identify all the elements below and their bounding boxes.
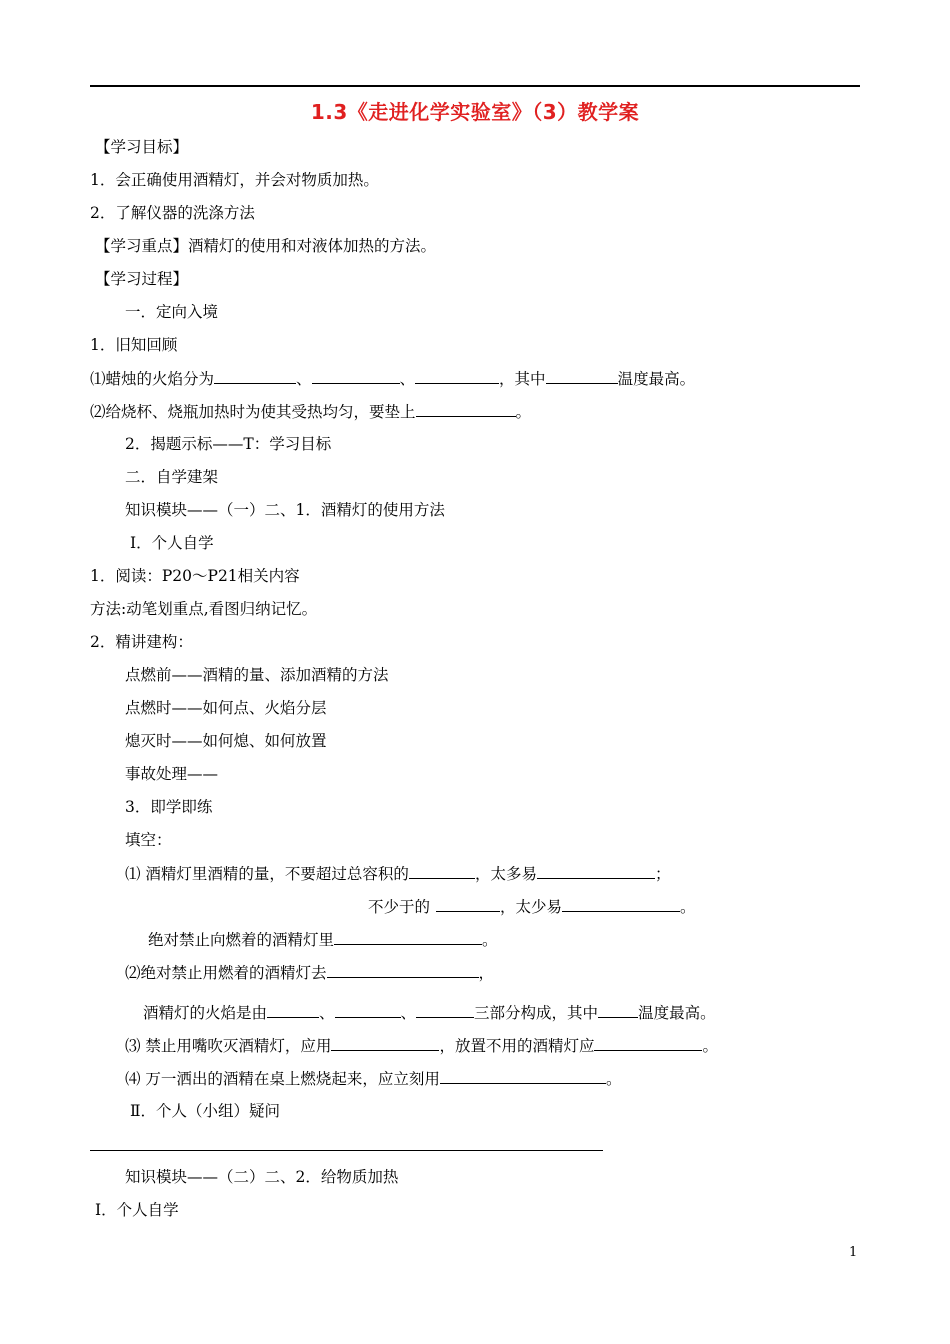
fill-1a: [125, 863, 670, 884]
module-2-heading: 知识模块——（二）二、2．给物质加热: [125, 1168, 399, 1186]
accident-handling: 事故处理——: [125, 765, 219, 783]
self-study-heading-2: Ⅰ．个人自学: [95, 1201, 179, 1219]
focus-heading: 【学习重点】: [95, 237, 189, 255]
fill-1a-text: ⑴ 酒精灯里酒精的量，不要超过总容积的: [125, 865, 409, 883]
blank[interactable]: [415, 368, 499, 384]
reading-line: 1．阅读：P20～P21相关内容: [90, 567, 300, 585]
question-1: [90, 368, 695, 389]
separator: 、: [400, 1004, 417, 1022]
blank[interactable]: [335, 1002, 401, 1018]
question-1-end: 温度最高。: [617, 370, 696, 388]
step-objectives: 2．揭题示标——T：学习目标: [125, 435, 332, 453]
blank[interactable]: [546, 368, 618, 384]
objective-1: 1．会正确使用酒精灯，并会对物质加热。: [90, 171, 379, 189]
blank[interactable]: [331, 1035, 439, 1051]
blank[interactable]: [267, 1002, 319, 1018]
blank[interactable]: [562, 896, 680, 912]
question-heading: Ⅱ．个人（小组）疑问: [130, 1102, 281, 1120]
during-lighting: 点燃时——如何点、火焰分层: [125, 699, 327, 717]
fill-1b: [368, 896, 696, 917]
fill-3: [125, 1035, 718, 1056]
fill-2b: [143, 1002, 716, 1023]
fill-2b-text: 酒精灯的火焰是由: [143, 1004, 268, 1022]
fill-2a-text: ⑵绝对禁止用燃着的酒精灯去: [125, 964, 327, 982]
focus-text: 酒精灯的使用和对液体加热的方法。: [188, 237, 437, 255]
question-1-text: ⑴蜡烛的火焰分为: [90, 370, 215, 388]
fill-heading: 填空：: [125, 831, 172, 849]
fill-4-text: ⑷ 万一洒出的酒精在桌上燃烧起来，应立刻用: [125, 1070, 440, 1088]
fill-1a-end: ；: [654, 865, 671, 883]
blank[interactable]: [436, 896, 500, 912]
fill-1b-text: 不少于的: [368, 898, 431, 916]
blank[interactable]: [537, 863, 655, 879]
after-lighting: 熄灭时——如何熄、如何放置: [125, 732, 327, 750]
fill-4: [125, 1068, 621, 1089]
fill-2b-end: 温度最高。: [638, 1004, 716, 1022]
question-2: [90, 401, 531, 422]
fill-1c-end: 。: [482, 931, 498, 949]
fill-3-end: 。: [702, 1037, 718, 1055]
objectives-heading: 【学习目标】: [95, 138, 189, 156]
practice-heading: 3．即学即练: [125, 798, 213, 816]
document-title: 1.3《走进化学实验室》（3）教学案: [310, 100, 640, 124]
lecture-heading: 2．精讲建构：: [90, 633, 193, 651]
fill-3-text: ⑶ 禁止用嘴吹灭酒精灯，应用: [125, 1037, 332, 1055]
blank[interactable]: [416, 401, 516, 417]
fill-3-mid: ，放置不用的酒精灯应: [439, 1037, 595, 1055]
focus-line: [95, 236, 436, 256]
fill-2b-mid: 三部分构成，其中: [474, 1004, 599, 1022]
separator: 、: [399, 370, 416, 388]
separator: 、: [296, 370, 312, 388]
before-lighting: 点燃前——酒精的量、添加酒精的方法: [125, 666, 389, 684]
section-rule: [90, 1150, 603, 1151]
method-line: 方法:动笔划重点,看图归纳记忆。: [90, 600, 318, 618]
fill-1b-mid: ，太少易: [500, 898, 563, 916]
blank[interactable]: [409, 863, 475, 879]
review-heading: 1．旧知回顾: [90, 336, 178, 354]
blank[interactable]: [440, 1068, 606, 1084]
fill-2a: [125, 962, 494, 983]
module-1-heading: 知识模块——（一）二、1．酒精灯的使用方法: [125, 501, 445, 519]
self-study-heading: Ⅰ．个人自学: [130, 534, 214, 552]
blank[interactable]: [327, 962, 479, 978]
fill-4-end: 。: [605, 1070, 622, 1088]
separator: 、: [319, 1004, 335, 1022]
fill-1c-text: 绝对禁止向燃着的酒精灯里: [148, 931, 335, 949]
fill-1a-mid: ，太多易: [474, 865, 537, 883]
header-rule: [90, 85, 860, 87]
blank[interactable]: [334, 929, 482, 945]
fill-1b-end: 。: [680, 898, 696, 916]
fill-2a-end: ，: [478, 964, 495, 982]
question-2-end: 。: [515, 403, 532, 421]
objective-2: 2．了解仪器的洗涤方法: [90, 204, 255, 222]
blank[interactable]: [598, 1002, 638, 1018]
question-2-text: ⑵给烧杯、烧瓶加热时为使其受热均匀，要垫上: [90, 403, 416, 421]
question-1-mid: ，其中: [499, 370, 546, 388]
process-heading: 【学习过程】: [95, 270, 189, 288]
page-number: 1: [849, 1245, 858, 1260]
fill-1c: [148, 929, 498, 950]
blank[interactable]: [594, 1035, 702, 1051]
blank[interactable]: [416, 1002, 474, 1018]
step-orient: 一．定向入境: [125, 303, 219, 321]
step-self-build: 二．自学建架: [125, 468, 219, 486]
blank[interactable]: [312, 368, 400, 384]
blank[interactable]: [214, 368, 296, 384]
